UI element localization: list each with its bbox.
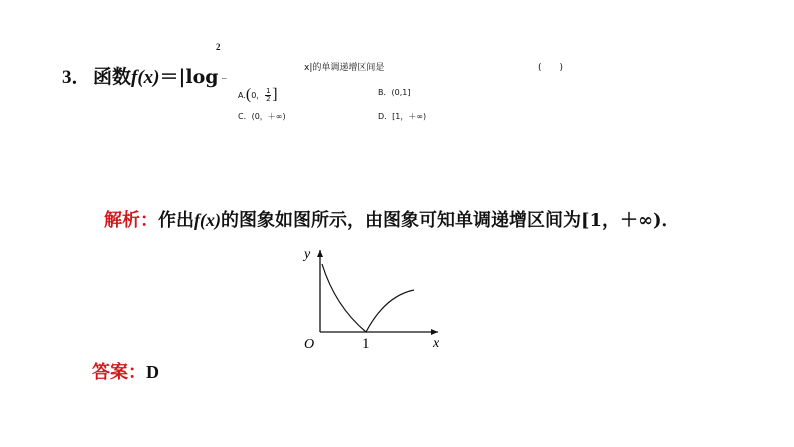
option-d: D．[1，＋∞) <box>378 112 427 121</box>
fraction-denominator: 2 <box>266 94 271 103</box>
curve-decreasing <box>322 264 366 332</box>
option-c: C．(0，＋∞) <box>238 112 286 121</box>
paren-close: ) <box>153 67 160 88</box>
solution-x: x <box>206 210 215 230</box>
question-stem <box>93 62 219 89</box>
variable-x: x <box>143 67 154 88</box>
tick-label-1: 1 <box>362 336 370 350</box>
option-a-close: ] <box>272 86 278 103</box>
solution-f: f <box>194 210 200 230</box>
option-a-zero: 0， <box>251 90 265 100</box>
log-subscript: – <box>222 73 227 83</box>
y-axis-arrow <box>317 250 323 257</box>
answer-value: D <box>146 362 159 382</box>
origin-label: O <box>304 337 315 350</box>
solution-paren-open: ( <box>200 210 206 230</box>
y-axis-label: y <box>304 247 311 262</box>
fraction-numerator: 1 <box>266 86 271 95</box>
stem-prefix: 函数 <box>93 66 132 88</box>
question-continuation: x|的单调递增区间是 <box>304 63 385 73</box>
function-f: f <box>131 67 138 88</box>
answer-blank: ( ) <box>538 63 564 73</box>
answer-line <box>92 358 159 384</box>
solution-text-after: 的图象如图所示，由图象可知单调递增区间为[1，＋∞)． <box>221 210 680 231</box>
option-a <box>238 87 278 103</box>
log-superscript: 2 <box>216 42 221 52</box>
question-number: 3． <box>62 67 91 88</box>
paren-open: ( <box>137 67 144 88</box>
function-graph <box>290 240 450 350</box>
solution-label: 解析： <box>104 210 158 231</box>
solution-paren-close: ) <box>215 210 221 230</box>
option-a-fraction <box>265 88 271 103</box>
option-b: B．(0,1] <box>378 88 411 97</box>
curve-increasing <box>366 290 414 332</box>
x-axis-arrow <box>431 329 438 335</box>
x-axis-label: x <box>433 336 440 350</box>
answer-label: 答案： <box>92 362 146 383</box>
solution-text-before: 作出 <box>158 210 194 231</box>
stem-equation: ＝|log <box>159 66 219 88</box>
option-a-label: A. <box>238 90 246 100</box>
option-a-open: ( <box>245 86 252 103</box>
solution-line <box>104 206 680 232</box>
